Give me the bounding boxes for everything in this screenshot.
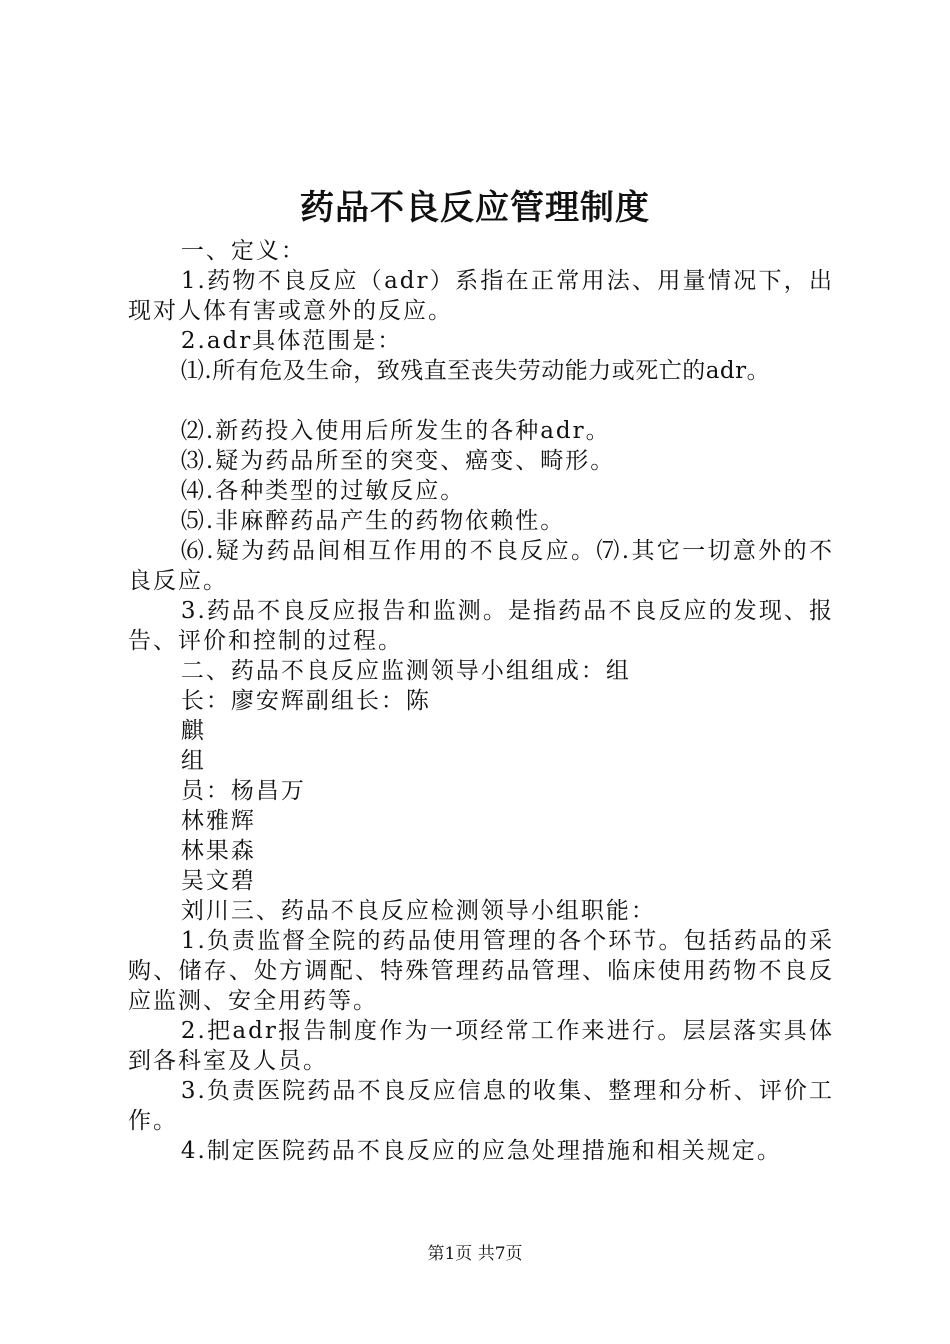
paragraph-group-member-4: 吴文碧 xyxy=(180,868,256,894)
paragraph-group-leaders: 长：廖安辉副组长：陈 xyxy=(180,688,431,714)
paragraph-group-line-2: 组 xyxy=(180,748,206,774)
paragraph-duty-3: 3.负责医院药品不良反应信息的收集、整理和分析、评价工作。 xyxy=(128,1078,834,1134)
paragraph-group-member-2: 林雅辉 xyxy=(180,808,256,834)
paragraph-scope-4: ⑷.各种类型的过敏反应。 xyxy=(180,478,466,504)
paragraph-group-heading: 二、药品不良反应监测领导小组组成：组 xyxy=(180,658,631,684)
document-body xyxy=(128,236,834,1166)
paragraph-group-line-1: 麒 xyxy=(180,718,206,744)
paragraph-duty-4: 4.制定医院药品不良反应的应急处理措施和相关规定。 xyxy=(180,1138,782,1164)
paragraph-definition-1: 1.药物不良反应（adr）系指在正常用法、用量情况下，出现对人体有害或意外的反应。 xyxy=(128,268,834,324)
paragraph-scope-6-7: ⑹.疑为药品间相互作用的不良反应。⑺.其它一切意外的不良反应。 xyxy=(128,538,834,594)
paragraph-duty-1: 1.负责监督全院的药品使用管理的各个环节。包括药品的采购、储存、处方调配、特殊管理药品管理、临床使用药物不良反应监测、安全用药等。 xyxy=(128,928,834,1014)
document-title: 药品不良反应管理制度 xyxy=(300,188,650,228)
paragraph-definition-3: 3.药品不良反应报告和监测。是指药品不良反应的发现、报告、评价和控制的过程。 xyxy=(128,598,834,654)
paragraph-definition-heading: 一、定义： xyxy=(180,238,306,264)
paragraph-scope-1: ⑴.所有危及生命，致残直至丧失劳动能力或死亡的adr。 xyxy=(180,358,771,384)
paragraph-definition-2: 2.adr具体范围是： xyxy=(180,328,403,354)
paragraph-scope-3: ⑶.疑为药品所至的突变、癌变、畸形。 xyxy=(180,448,616,474)
paragraph-duties-heading: 刘川三、药品不良反应检测领导小组职能： xyxy=(180,898,656,924)
paragraph-scope-2: ⑵.新药投入使用后所发生的各种adr。 xyxy=(180,418,611,444)
paragraph-duty-2: 2.把adr报告制度作为一项经常工作来进行。层层落实具体到各科室及人员。 xyxy=(128,1018,834,1074)
paragraph-scope-5: ⑸.非麻醉药品产生的药物依赖性。 xyxy=(180,508,566,534)
paragraph-group-member-3: 林果森 xyxy=(180,838,256,864)
page-footer: 第1页 共7页 xyxy=(427,1244,523,1264)
paragraph-group-member-1: 员：杨昌万 xyxy=(180,778,306,804)
